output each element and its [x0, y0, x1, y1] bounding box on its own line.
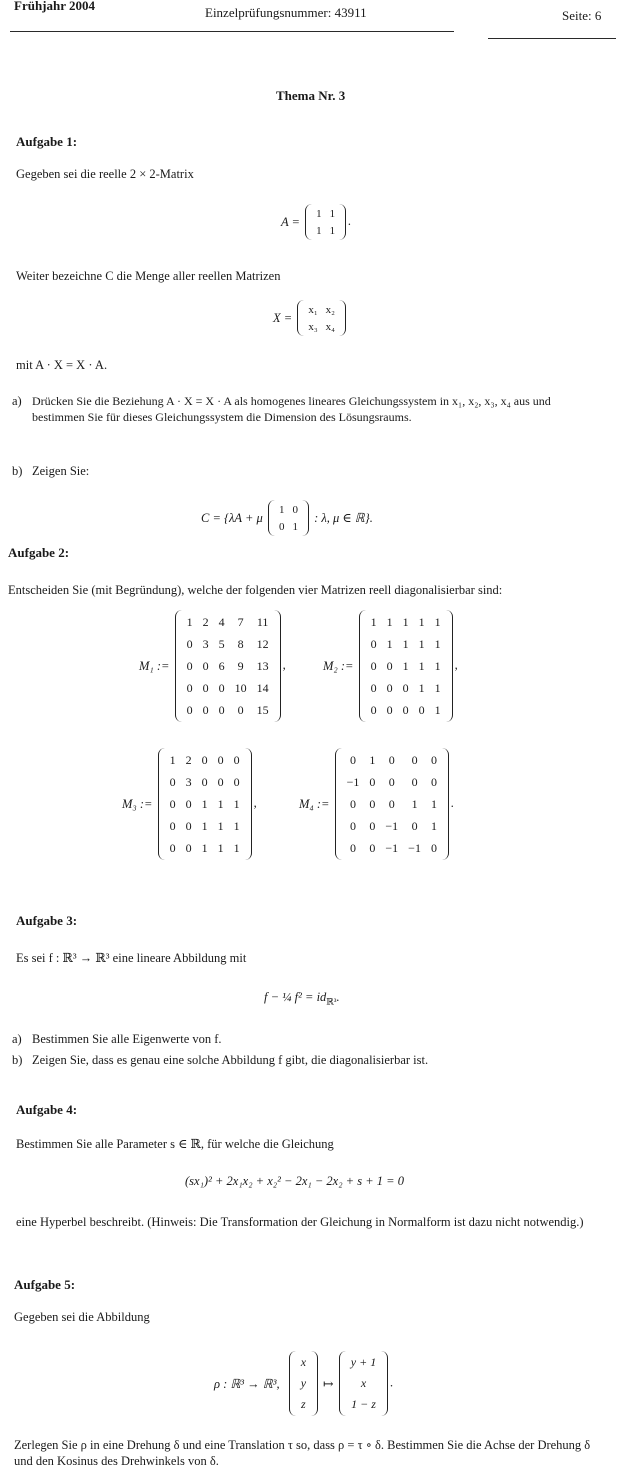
matrix-cell: x₄: [325, 320, 336, 333]
matrix-cell: 7: [237, 614, 244, 629]
matrix-cell: 1: [169, 752, 176, 767]
matrix-cell: 0: [278, 520, 285, 533]
matrix-cell: 0: [369, 818, 376, 833]
matrix-cell: 14: [256, 680, 269, 695]
matrix-cell: 0: [233, 752, 240, 767]
matrix-cell: 1: [201, 818, 208, 833]
task4-intro: Bestimmen Sie alle Parameter s ∈ ℝ, für welche die Gleichung: [16, 1137, 334, 1151]
matrix-cell: x₃: [308, 320, 318, 333]
vector-cell: x: [300, 1355, 307, 1369]
header-rule-left: [10, 31, 454, 32]
matrix-cell: 15: [256, 702, 269, 717]
matrix-cell: 0: [186, 680, 193, 695]
matrix-cell: 0: [369, 774, 376, 789]
task5-map-domain: ρ : ℝ³ → ℝ³,: [214, 1376, 280, 1391]
matrix-cell: 1: [201, 796, 208, 811]
matrix-cell: 0: [217, 774, 224, 789]
matrix-cell: 0: [430, 774, 437, 789]
matrix-cell: 1: [217, 840, 224, 855]
matrix-cell: 1: [418, 680, 425, 695]
matrix-cell: 1: [217, 796, 224, 811]
matrix-cell: 0: [169, 774, 176, 789]
matrix-cell: 0: [186, 636, 193, 651]
matrix-cell: 0: [369, 796, 376, 811]
task5-intro: Gegeben sei die Abbildung: [14, 1310, 150, 1324]
matrix-cell: 1: [434, 702, 441, 717]
task4-text: eine Hyperbel beschreibt. (Hinweis: Die Transformation der Gleichung in Normalform ist dazu nicht notwendig.): [16, 1215, 584, 1229]
matrix-cell: 0: [237, 702, 244, 717]
task3-part-a-label: a): [12, 1032, 22, 1046]
vector-cell: x: [360, 1376, 367, 1390]
task3-equation-main: f − ¼ f² = id: [264, 990, 327, 1004]
matrix-cell: 1: [418, 614, 425, 629]
matrix-cell: 1: [418, 658, 425, 673]
matrix-cell: 6: [218, 658, 225, 673]
task3-title: Aufgabe 3:: [16, 913, 78, 928]
matrix-cell: 0: [386, 680, 393, 695]
header-rule-right: [488, 38, 616, 39]
matrix-cell: 0: [201, 752, 208, 767]
header-exam-date: Frühjahr 2004: [14, 0, 96, 13]
matrix-cell: 1: [292, 520, 298, 533]
task1-title: Aufgabe 1:: [16, 134, 78, 149]
task2-title: Aufgabe 2:: [8, 545, 70, 560]
matrix-M3-label: M₃ :=: [122, 796, 153, 811]
matrix-cell: 1: [402, 636, 409, 651]
matrix-cell: x₁: [308, 303, 318, 316]
matrix-cell: 1: [329, 207, 336, 220]
task1-set-C-formula: [201, 500, 373, 536]
task1-text-set-C: Weiter bezeichne C die Menge aller reellen Matrizen: [16, 269, 281, 283]
matrix-cell: 0: [386, 702, 393, 717]
matrix-cell: 10: [234, 680, 247, 695]
matrix-cell: 1: [217, 818, 224, 833]
matrix-cell: 9: [237, 658, 244, 673]
matrix-cell: 0: [233, 774, 240, 789]
matrix-cell: 0: [411, 818, 418, 833]
vector-cell: z: [301, 1397, 306, 1411]
task3-part-a-text: Bestimmen Sie alle Eigenwerte von f.: [32, 1032, 222, 1046]
matrix-cell: 0: [186, 702, 193, 717]
matrix-cell: 1: [434, 636, 441, 651]
matrix-M1-label: M₁ :=: [139, 658, 170, 673]
matrix-cell: 0: [202, 658, 209, 673]
task4-equation: (sx₁)² + 2x₁x₂ + x₂² − 2x₁ − 2x₂ + s + 1 = 0: [185, 1174, 404, 1188]
matrix-cell: 1: [316, 207, 322, 220]
matrix-cell: 12: [256, 636, 269, 651]
matrix-M4-label: M₄ :=: [299, 796, 330, 811]
matrix-cell: 4: [218, 614, 225, 629]
matrix-cell: 0: [185, 840, 192, 855]
matrix-cell: 1: [233, 840, 240, 855]
matrix-cell: 0: [202, 680, 209, 695]
task5-text: Zerlegen Sie ρ in eine Drehung δ und eine Translation τ so, dass ρ = τ ∘ δ. Bestimmen Sie die Achse der Drehung δ und den Kosinus des Drehwinkels von δ.: [14, 1438, 591, 1468]
set-C-left: C = {λA + μ: [201, 510, 263, 525]
maps-to-arrow: ↦: [323, 1376, 334, 1391]
matrix-cell: 0: [186, 658, 193, 673]
matrix-cell: 0: [388, 774, 395, 789]
matrix-cell: 0: [388, 796, 395, 811]
task1-part-b-label: b): [12, 464, 23, 478]
matrix-cell: 1: [402, 658, 409, 673]
task4-title: Aufgabe 4:: [16, 1102, 78, 1117]
matrix-cell: 1: [434, 658, 441, 673]
matrix-cell: 1: [386, 636, 393, 651]
matrix-cell: 1: [434, 680, 441, 695]
matrix-cell: 0: [388, 752, 395, 767]
task3-intro: Es sei f : ℝ³ → ℝ³ eine lineare Abbildung mit: [16, 951, 247, 965]
task2-matrix-M1: M₁ := 1 2 4 7 11 0 3 5 8 12 0 0 6 9 13 0 0 0 10 14 0 0 0 0 15 ,: [139, 610, 286, 722]
matrix-cell: 11: [256, 614, 269, 629]
task1-matrix-X: [273, 300, 348, 336]
task1-condition: mit A · X = X · A.: [16, 358, 108, 372]
matrix-cell: 1: [201, 840, 208, 855]
matrix-cell: 0: [370, 636, 377, 651]
task1-part-b-text: Zeigen Sie:: [32, 464, 90, 478]
matrix-cell: 0: [430, 752, 437, 767]
matrix-cell: 1: [430, 818, 437, 833]
task1-intro: Gegeben sei die reelle 2 × 2-Matrix: [16, 167, 194, 181]
matrix-cell: 1: [418, 636, 425, 651]
task2-matrix-M4: M₄ := 0 1 0 0 0 −1 0 0 0 0 0 0 0 1 1 0 0 −1 0 1 0 0 −1 −1 0 .: [299, 748, 454, 860]
matrix-A-label: A =: [281, 214, 300, 229]
matrix-cell: 0: [201, 774, 208, 789]
matrix-cell: 0: [218, 702, 225, 717]
matrix-cell: 2: [185, 752, 192, 767]
matrix-cell: 1: [434, 614, 441, 629]
matrix-X-label: X =: [273, 310, 293, 325]
matrix-cell: 0: [169, 818, 176, 833]
matrix-cell: 5: [218, 636, 225, 651]
matrix-cell: 0: [350, 752, 356, 767]
matrix-cell: x₂: [325, 303, 336, 316]
matrix-cell: 2: [202, 614, 209, 629]
task3-part-b-text: Zeigen Sie, dass es genau eine solche Abbildung f gibt, die diagonalisierbar ist.: [32, 1053, 429, 1067]
matrix-cell: 0: [370, 702, 377, 717]
matrix-cell: 0: [370, 658, 377, 673]
matrix-cell: 0: [202, 702, 209, 717]
matrix-cell: 0: [169, 840, 176, 855]
matrix-cell: 1: [233, 818, 240, 833]
matrix-cell: 0: [370, 680, 377, 695]
task2-intro: Entscheiden Sie (mit Begründung), welche der folgenden vier Matrizen reell diagonalisierbar sind:: [8, 583, 503, 597]
matrix-cell: 0: [411, 752, 418, 767]
matrix-cell: 1: [430, 796, 437, 811]
matrix-cell: 1: [386, 614, 393, 629]
task1-matrix-A: A = 1 1 1 1 .: [281, 204, 351, 240]
matrix-cell: 0: [218, 680, 225, 695]
matrix-cell: 0: [402, 702, 409, 717]
topic-title: Thema Nr. 3: [276, 88, 346, 103]
matrix-M2-label: M₂ :=: [323, 658, 354, 673]
task5-title: Aufgabe 5:: [14, 1277, 76, 1292]
task2-matrix-M2: M₂ := 1 1 1 1 1 0 1 1 1 1 0 0 1 1 1 0 0 0 1 1 0 0 0 0 1 ,: [323, 610, 458, 722]
matrix-cell: −1: [385, 840, 399, 855]
matrix-cell: 0: [292, 503, 298, 516]
matrix-cell: 0: [350, 796, 356, 811]
task1-part-a-text: Drücken Sie die Beziehung A · X = X · A als homogenes lineares Gleichungssystem in x₁, x₂, x₃, x₄ aus und bestimmen Sie für dieses Gleichungssystem die Dimension des Lösungsraums.: [32, 394, 551, 424]
task3-equation: f − ¼ $f^2 = id_{ℝ^3}$.: [264, 990, 340, 1007]
matrix-cell: 1: [233, 796, 240, 811]
matrix-cell: 1: [329, 224, 336, 237]
task3-part-b-label: b): [12, 1053, 23, 1067]
matrix-cell: −1: [408, 840, 421, 855]
matrix-cell: −1: [385, 818, 399, 833]
matrix-cell: 1: [411, 796, 418, 811]
vector-cell: y + 1: [350, 1355, 377, 1369]
header-exam-number: Einzelprüfungsnummer: 43911: [205, 5, 367, 20]
matrix-cell: −1: [346, 774, 360, 789]
matrix-cell: 0: [350, 840, 356, 855]
task2-matrix-M3: M₃ := 1 2 0 0 0 0 3 0 0 0 0 0 1 1 1 0 0 1 1 1 0 0 1 1 1 ,: [122, 748, 257, 860]
matrix-cell: 1: [278, 503, 285, 516]
header-page-number: Seite: 6: [562, 8, 602, 23]
matrix-cell: 3: [202, 636, 209, 651]
matrix-cell: 0: [386, 658, 393, 673]
matrix-cell: 1: [316, 224, 322, 237]
set-C-right: : λ, μ ∈ ℝ}.: [314, 511, 373, 525]
matrix-cell: 0: [411, 774, 418, 789]
matrix-cell: 1: [370, 614, 377, 629]
matrix-cell: 0: [185, 796, 192, 811]
matrix-cell: 13: [256, 658, 269, 673]
matrix-cell: 1: [402, 614, 409, 629]
matrix-cell: 0: [217, 752, 224, 767]
matrix-cell: 1: [186, 614, 193, 629]
matrix-cell: 0: [369, 840, 376, 855]
task3-equation-sub: ℝ³: [326, 996, 337, 1007]
matrix-cell: 0: [185, 818, 192, 833]
task1-part-a-label: a): [12, 394, 22, 408]
vector-cell: y: [300, 1376, 307, 1390]
task5-mapping: ρ : ℝ³ → ℝ³, x y z ↦ y + 1 x 1 − z .: [214, 1351, 393, 1416]
matrix-cell: 0: [350, 818, 356, 833]
matrix-cell: 0: [169, 796, 176, 811]
matrix-cell: 1: [369, 752, 376, 767]
matrix-cell: 0: [402, 680, 409, 695]
matrix-cell: 0: [418, 702, 425, 717]
matrix-cell: 8: [237, 636, 244, 651]
matrix-cell: 3: [185, 774, 192, 789]
matrix-cell: 0: [430, 840, 437, 855]
vector-cell: 1 − z: [351, 1397, 376, 1411]
